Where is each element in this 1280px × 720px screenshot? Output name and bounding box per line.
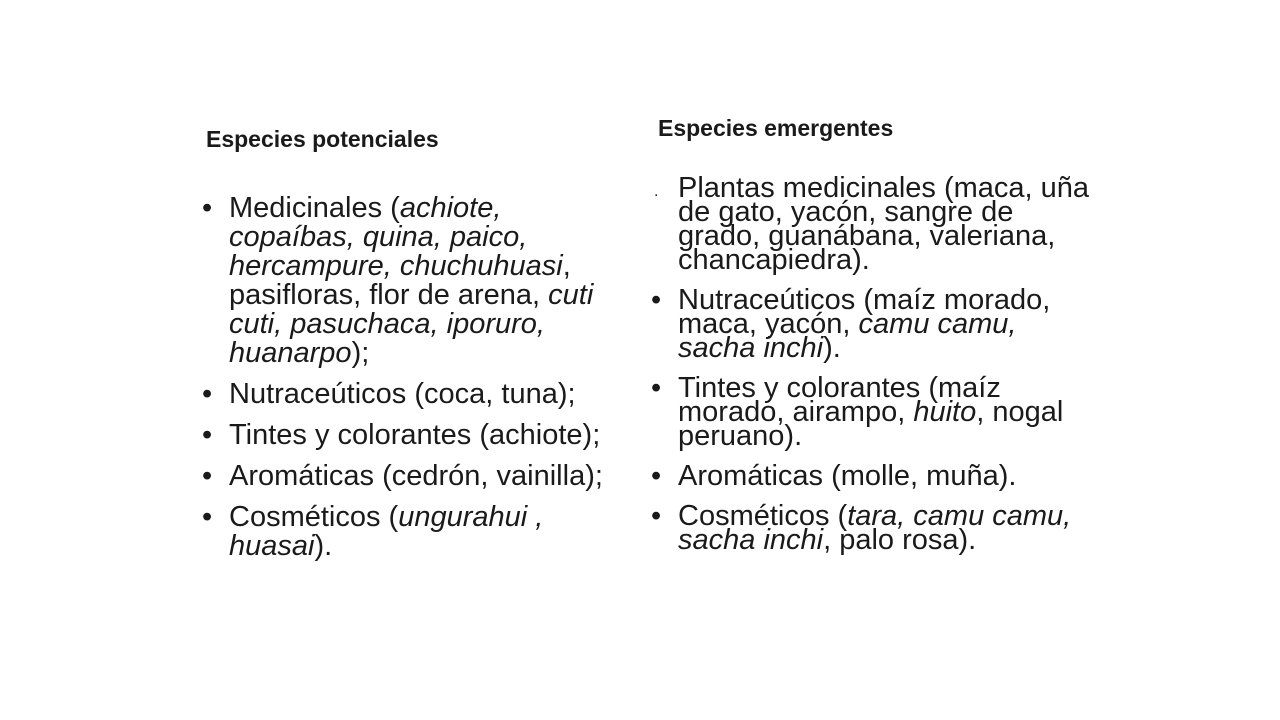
item-text: ). [314,530,333,562]
bullet-marker: . [654,183,659,200]
italic-text: ungurahui , huasai [229,501,544,562]
italic-text: huito [913,396,977,428]
bullet-marker: • [651,500,662,532]
italic-text: cuti cuti, pasuchaca, iporuro, huanarpo [229,279,594,369]
list-item [202,462,622,491]
bullet-marker: • [651,284,662,316]
list-item [202,421,622,450]
item-text: , pasifloras, flor de arena, [229,250,571,311]
item-text: Tintes y colorantes (achiote); [229,419,601,451]
list-item [651,372,1096,452]
bullet-marker: • [202,192,213,224]
bullet-marker: • [202,378,213,410]
list-item [651,284,1096,364]
list-item [651,500,1096,556]
item-text: ); [351,337,370,369]
heading-especies-potenciales: Especies potenciales [206,126,439,152]
item-text: Cosméticos ( [678,500,848,532]
bullet-marker: • [202,419,213,451]
list-item [202,503,622,561]
item-text: , nogal peruano). [678,396,1064,452]
bullet-marker: • [651,372,662,404]
list-item [202,194,622,368]
list-especies-potenciales [202,194,622,573]
item-text: Plantas medicinales (maca, uña de gato, yacón, sangre de grado, guanábana, valeriana, chancapiedra). [678,172,1090,276]
item-text: ). [823,332,841,364]
item-text: Cosméticos ( [229,501,399,533]
list-item [202,380,622,409]
list-item [651,460,1096,492]
item-text: Nutraceúticos (coca, tuna); [229,378,576,410]
list-item [651,172,1096,276]
item-text: Medicinales ( [229,192,400,224]
bullet-marker: • [651,460,662,492]
list-especies-emergentes [651,172,1096,568]
item-text: Aromáticas (molle, muña). [678,460,1017,492]
item-text: , palo rosa). [823,524,977,556]
item-text: Nutraceúticos (maíz morado, maca, yacón, [678,284,1051,340]
italic-text: camu camu, sacha inchi [678,308,1017,364]
italic-text: tara, camu camu, sacha inchi [678,500,1072,556]
item-text: Aromáticas (cedrón, vainilla); [229,460,603,492]
bullet-marker: • [202,501,213,533]
heading-especies-emergentes: Especies emergentes [658,115,894,141]
italic-text: achiote, copaíbas, quina, paico, hercampure, chuchuhuasi [229,192,563,282]
bullet-marker: • [202,460,213,492]
item-text: Tintes y colorantes (maíz morado, airampo, [678,372,1001,428]
